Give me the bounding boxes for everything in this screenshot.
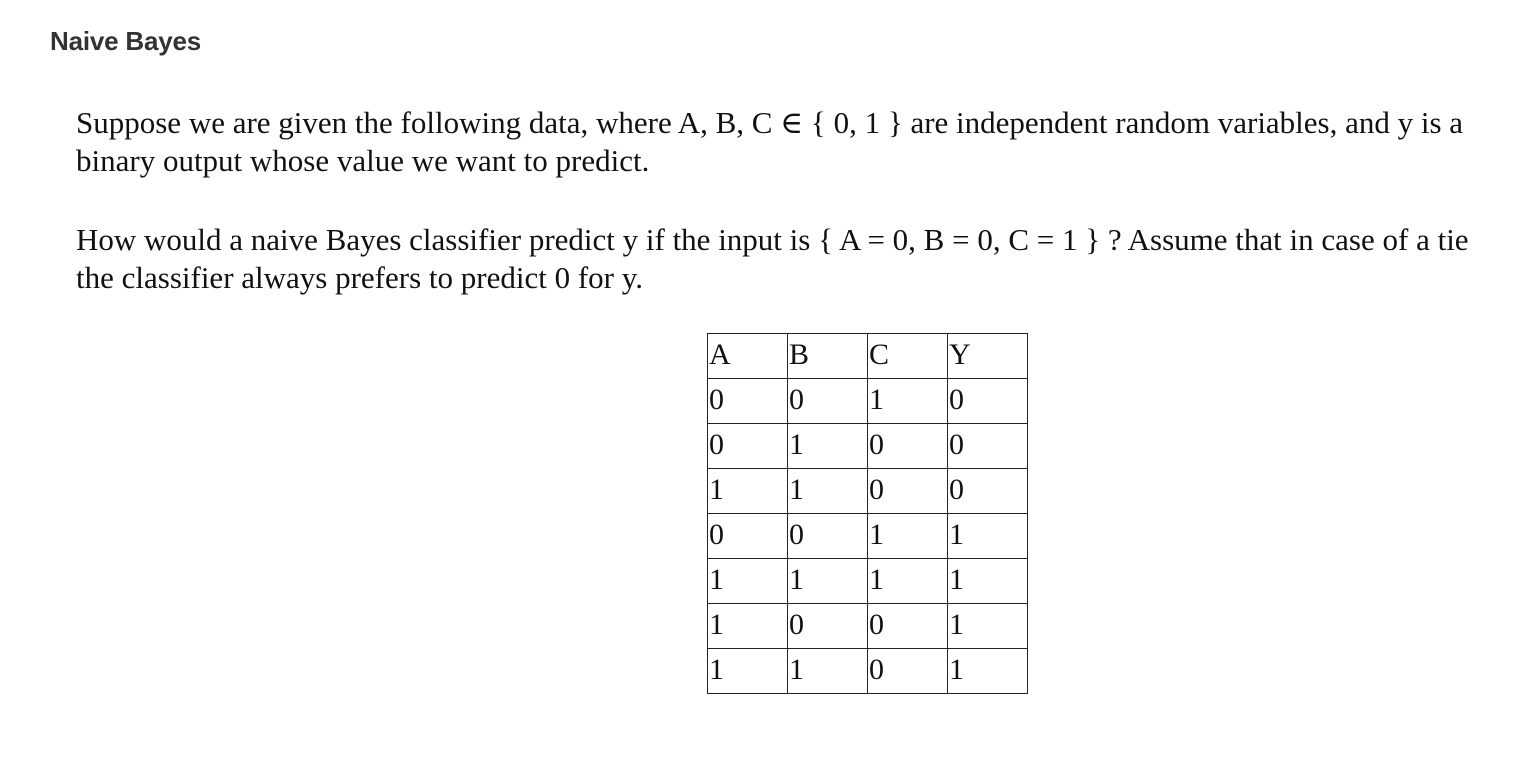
- question-text: How would a naive Bayes classifier predict y if the input is { A = 0, B = 0, C = 1 } ? Assume that in case of a tie the classifier always prefers to predict 0 for y.: [76, 222, 1469, 295]
- table-cell: 0: [788, 379, 868, 424]
- table-cell: 1: [708, 649, 788, 694]
- table-cell: 1: [708, 469, 788, 514]
- table-row: [708, 604, 1028, 649]
- table-cell: 0: [788, 514, 868, 559]
- table-cell: 1: [708, 604, 788, 649]
- table-cell: 1: [868, 559, 948, 604]
- table-header-row: [708, 334, 1028, 379]
- table-cell: 1: [788, 469, 868, 514]
- table-cell: 1: [868, 514, 948, 559]
- table-cell: 0: [708, 424, 788, 469]
- page-title: Naive Bayes: [50, 26, 202, 56]
- table-row: [708, 424, 1028, 469]
- table-cell: 0: [708, 379, 788, 424]
- table-cell: 1: [948, 649, 1028, 694]
- table-row: [708, 649, 1028, 694]
- column-header-c: C: [868, 334, 948, 379]
- table-row: [708, 559, 1028, 604]
- column-header-y: Y: [948, 334, 1028, 379]
- table-row: [708, 379, 1028, 424]
- column-header-a: A: [708, 334, 788, 379]
- table-cell: 0: [868, 604, 948, 649]
- table-cell: 0: [708, 514, 788, 559]
- table-cell: 1: [788, 424, 868, 469]
- table-cell: 0: [868, 649, 948, 694]
- table-cell: 1: [948, 604, 1028, 649]
- problem-statement: Suppose we are given the following data, where A, B, C ∈ { 0, 1 } are independent random variables, and y is a binary output whose value we want to predict.: [76, 105, 1464, 178]
- data-table: [707, 333, 1028, 694]
- table-cell: 1: [948, 514, 1028, 559]
- table-cell: 0: [948, 379, 1028, 424]
- table-cell: 0: [948, 469, 1028, 514]
- table-cell: 0: [788, 604, 868, 649]
- table-cell: 1: [948, 559, 1028, 604]
- table-cell: 1: [788, 649, 868, 694]
- table-row: [708, 469, 1028, 514]
- table-cell: 0: [948, 424, 1028, 469]
- table-cell: 1: [788, 559, 868, 604]
- table-row: [708, 514, 1028, 559]
- table-cell: 1: [868, 379, 948, 424]
- table-cell: 0: [868, 424, 948, 469]
- table-cell: 0: [868, 469, 948, 514]
- table-cell: 1: [708, 559, 788, 604]
- column-header-b: B: [788, 334, 868, 379]
